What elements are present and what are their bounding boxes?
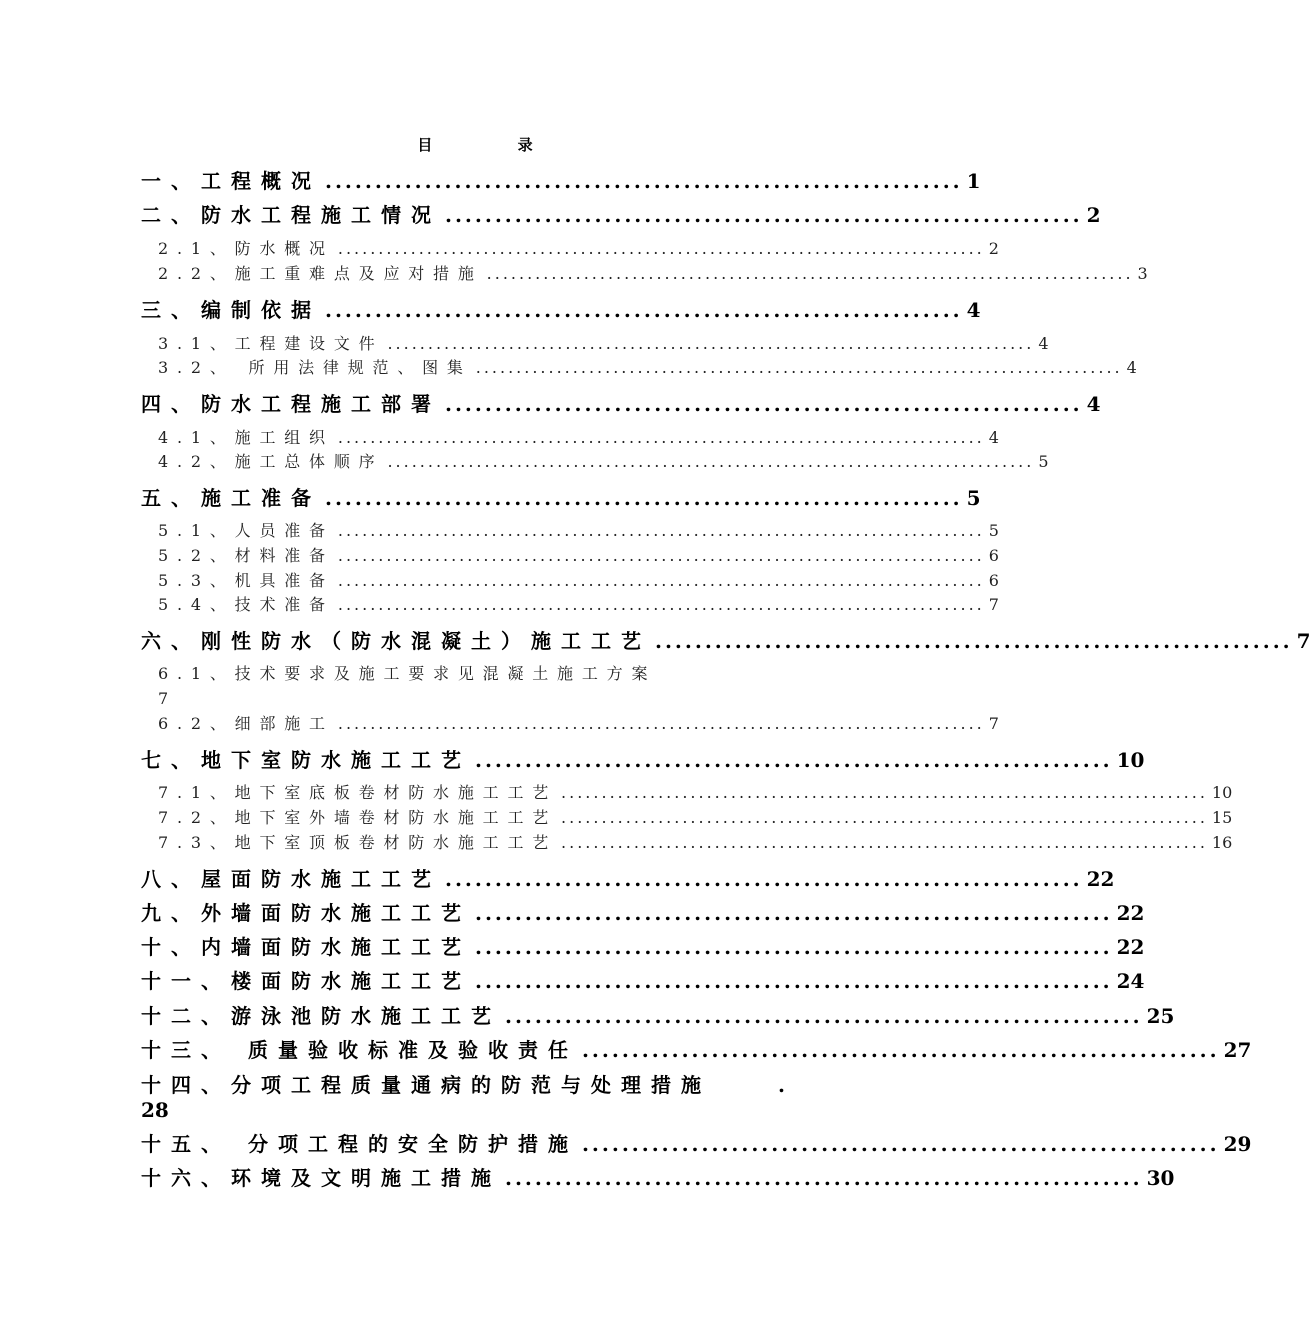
toc-entry[interactable] xyxy=(141,934,1145,960)
toc-entry-page: 24 xyxy=(1116,969,1145,993)
toc-entry-label: 一、工程概况 xyxy=(141,169,321,193)
toc-entry-page: 27 xyxy=(1223,1038,1252,1062)
toc-entry-label: 5.2、材料准备 xyxy=(158,546,334,565)
toc-entry[interactable] xyxy=(141,297,981,323)
toc-entry-page: 4 xyxy=(1038,334,1049,353)
toc-entry-page: 28 xyxy=(141,1098,169,1122)
leader-dots: ................................................................................ xyxy=(561,808,1208,827)
toc-entry[interactable] xyxy=(141,485,981,511)
toc-entry-page: 2 xyxy=(1086,203,1101,227)
leader-dots: ................................................................................ xyxy=(387,334,1035,353)
leader-dots: ................................................................ xyxy=(505,1004,1143,1028)
leader-dots: ................................................................................ xyxy=(337,521,985,540)
toc-entry-page: 10 xyxy=(1116,748,1145,772)
toc-subentry[interactable] xyxy=(158,357,1137,379)
toc-entry[interactable] xyxy=(141,747,1145,773)
toc-entry-page: 7 xyxy=(1296,629,1311,653)
leader-dots: ................................................................ xyxy=(475,901,1113,925)
toc-title: 目 录 xyxy=(417,136,573,154)
toc-entry-label: 十二、游泳池防水施工工艺 xyxy=(141,1004,501,1028)
toc-entry-label: 4.2、施工总体顺序 xyxy=(158,452,384,471)
toc-entry-label: 2.1、防水概况 xyxy=(158,239,334,258)
toc-entry[interactable] xyxy=(141,900,1145,926)
toc-entry-page: 1 xyxy=(966,169,981,193)
toc-entry-page: 2 xyxy=(988,239,999,258)
toc-subentry[interactable] xyxy=(158,545,999,567)
toc-subentry[interactable] xyxy=(158,238,999,260)
toc-entry-page: 7 xyxy=(988,714,999,733)
toc-entry-page: 4 xyxy=(966,298,981,322)
leader-dots: ................................................................ xyxy=(445,203,1083,227)
toc-entry-label: 5.4、技术准备 xyxy=(158,595,334,614)
toc-entry-page: 4 xyxy=(1086,392,1101,416)
toc-entry-page: 6 xyxy=(988,546,999,565)
toc-entry-label: 十三、 质量验收标准及验收责任 xyxy=(141,1038,578,1062)
toc-entry-label: 十六、环境及文明施工措施 xyxy=(141,1166,501,1190)
toc-subentry-label-wrapped[interactable]: 6.1、技术要求及施工要求见混凝土施工方案 xyxy=(158,664,657,683)
toc-entry-page: 22 xyxy=(1116,901,1145,925)
leader-dots: ................................................................ xyxy=(475,748,1113,772)
leader-dots: ................................................................................ xyxy=(475,358,1123,377)
toc-subentry[interactable] xyxy=(158,594,999,616)
toc-entry-label: 7.2、地下室外墙卷材防水施工工艺 xyxy=(158,808,558,827)
toc-entry-page: 7 xyxy=(988,595,999,614)
toc-entry-page: 7 xyxy=(158,689,169,708)
toc-entry-label: 3.2、 所用法律规范、图集 xyxy=(158,358,472,377)
leader-dots: ................................................................ xyxy=(475,935,1113,959)
toc-entry[interactable] xyxy=(141,391,1101,417)
toc-entry-label: 4.1、施工组织 xyxy=(158,428,334,447)
toc-entry-page: 5 xyxy=(988,521,999,540)
toc-entry-label-wrapped[interactable]: 十四、分项工程质量通病的防范与处理措施 xyxy=(141,1073,711,1097)
toc-subentry[interactable] xyxy=(158,520,999,542)
toc-entry-label: 7.1、地下室底板卷材防水施工工艺 xyxy=(158,783,558,802)
toc-subentry[interactable] xyxy=(158,263,1148,285)
toc-entry-label: 二、防水工程施工情况 xyxy=(141,203,441,227)
toc-entry-page: 5 xyxy=(1038,452,1049,471)
toc-entry-page: 29 xyxy=(1223,1132,1252,1156)
toc-subentry[interactable] xyxy=(158,570,999,592)
toc-entry[interactable] xyxy=(141,1003,1175,1029)
toc-entry-label: 5.3、机具准备 xyxy=(158,571,334,590)
toc-subentry[interactable] xyxy=(158,427,999,449)
toc-entry-label: 3.1、工程建设文件 xyxy=(158,334,384,353)
leader-dots: ................................................................ xyxy=(655,629,1293,653)
toc-entry-label: 6.2、细部施工 xyxy=(158,714,334,733)
toc-entry[interactable] xyxy=(141,866,1115,892)
leader-dots: ................................................................................ xyxy=(337,428,985,447)
leader-dots: ................................................................ xyxy=(581,1132,1220,1156)
toc-entry-page: 4 xyxy=(988,428,999,447)
toc-entry-label: 十一、楼面防水施工工艺 xyxy=(141,969,471,993)
toc-entry-label: 5.1、人员准备 xyxy=(158,521,334,540)
toc-entry-label: 十五、 分项工程的安全防护措施 xyxy=(141,1132,578,1156)
toc-entry-label: 7.3、地下室顶板卷材防水施工工艺 xyxy=(158,833,558,852)
toc-entry-page: 25 xyxy=(1146,1004,1175,1028)
leader-dots: ................................................................................ xyxy=(387,452,1035,471)
leader-dots: ................................................................................ xyxy=(337,239,985,258)
leader-dots: ................................................................ xyxy=(505,1166,1143,1190)
toc-entry-page: 22 xyxy=(1086,867,1115,891)
toc-entry[interactable] xyxy=(141,1037,1252,1063)
leader-dots: ................................................................................ xyxy=(337,714,985,733)
leader-dots: ................................................................................ xyxy=(337,595,985,614)
toc-entry-label: 六、刚性防水（防水混凝土）施工工艺 xyxy=(141,629,651,653)
toc-entry-label: 五、施工准备 xyxy=(141,486,321,510)
leader-dots: ................................................................................ xyxy=(337,571,985,590)
toc-entry-page: 6 xyxy=(988,571,999,590)
leader-dots: ................................................................................ xyxy=(561,833,1208,852)
toc-entry-label: 四、防水工程施工部署 xyxy=(141,392,441,416)
leader-dots: ................................................................ xyxy=(325,169,963,193)
toc-entry-page: 4 xyxy=(1126,358,1137,377)
leader-dots: ................................................................ xyxy=(581,1038,1220,1062)
leader-dots: ................................................................ xyxy=(325,298,963,322)
leader-dots: ................................................................................ xyxy=(561,783,1208,802)
toc-entry-page: 3 xyxy=(1137,264,1148,283)
leader-dots: ................................................................ xyxy=(445,867,1083,891)
toc-entry-label: 七、地下室防水施工工艺 xyxy=(141,748,471,772)
leader-dots: ................................................................ xyxy=(325,486,963,510)
toc-entry-label: 九、外墙面防水施工工艺 xyxy=(141,901,471,925)
toc-entry-page: 16 xyxy=(1211,833,1233,852)
toc-entry[interactable] xyxy=(141,1165,1175,1191)
toc-entry-page: 10 xyxy=(1211,783,1233,802)
toc-entry-page: 5 xyxy=(966,486,981,510)
toc-entry-label: 八、屋面防水施工工艺 xyxy=(141,867,441,891)
toc-entry[interactable] xyxy=(141,168,981,194)
toc-entry-label: 十、内墙面防水施工工艺 xyxy=(141,935,471,959)
toc-subentry[interactable] xyxy=(158,832,1233,854)
toc-entry[interactable] xyxy=(141,968,1145,994)
toc-entry-page: 22 xyxy=(1116,935,1145,959)
toc-entry-label: 三、编制依据 xyxy=(141,298,321,322)
leader-dots: ................................................................................ xyxy=(486,264,1134,283)
toc-entry-page: 15 xyxy=(1211,808,1233,827)
toc-entry-page: 30 xyxy=(1146,1166,1175,1190)
toc-subentry[interactable] xyxy=(158,451,1049,473)
toc-subentry[interactable] xyxy=(158,333,1049,355)
toc-entry[interactable] xyxy=(141,1131,1252,1157)
toc-entry[interactable] xyxy=(141,628,1311,654)
leader-dots: ................................................................ xyxy=(475,969,1113,993)
leader-dots: . xyxy=(778,1073,785,1097)
toc-subentry[interactable] xyxy=(158,713,999,735)
toc-subentry[interactable] xyxy=(158,782,1233,804)
leader-dots: ................................................................................ xyxy=(337,546,985,565)
toc-entry-label: 2.2、施工重难点及应对措施 xyxy=(158,264,483,283)
toc-entry[interactable] xyxy=(141,202,1101,228)
leader-dots: ................................................................ xyxy=(445,392,1083,416)
toc-subentry[interactable] xyxy=(158,807,1233,829)
